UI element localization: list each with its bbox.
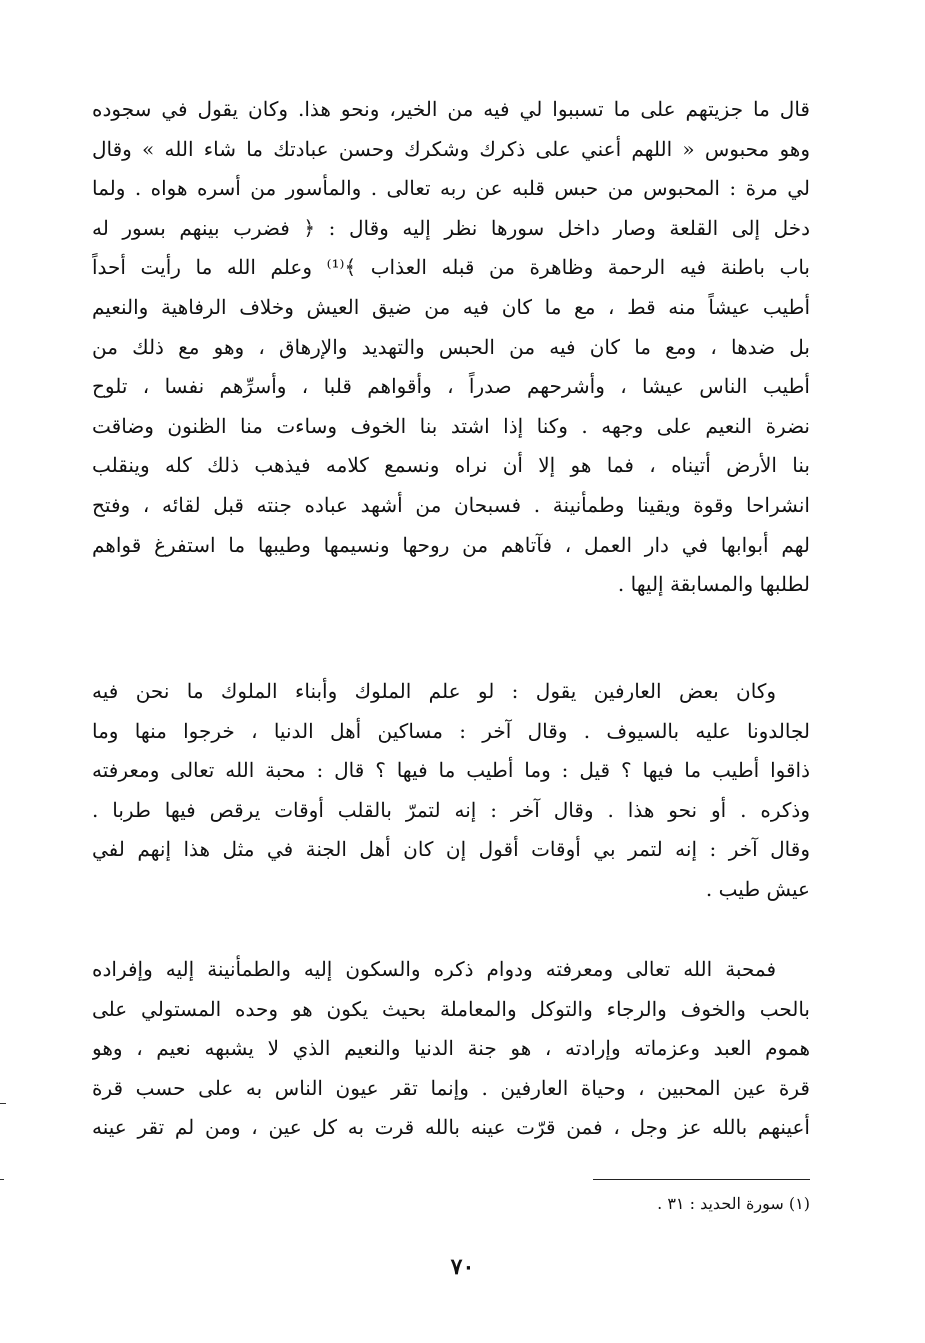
text-line: بنا الأرض أتيناه ، فما هو إلا أن نراه ونسمع كلامه فيذهب ذلك كله وينقلب (92, 453, 810, 478)
text-line: أعينهم بالله عز وجل ، فمن قرّت عينه بالله قرت به كل عين ، ومن لم تقر عينه (92, 1115, 810, 1140)
text-line: دخل إلى القلعة وصار داخل سورها نظر إليه وقال : ﴿ فضرب بينهم بسور له (92, 215, 810, 240)
text-line: قرة عين المحبين ، وحياة العارفين . وإنما تقر عيون الناس به على حسب قرة (92, 1075, 810, 1100)
page-number: ٧٠ (450, 1254, 475, 1280)
text-line: بالحب والخوف والرجاء والتوكل والمعاملة بحيث يكون هو وحده المستولي على (92, 996, 810, 1021)
text-line: لهم أبوابها في دار العمل ، فآتاهم من روحها ونسيمها وطيبها ما استفرغ قواهم (92, 532, 810, 557)
text-line: لي مرة : المحبوس من حبس قلبه عن ربه تعالى . والمأسور من أسره هواه . ولما (92, 176, 810, 201)
paragraph-1 (92, 90, 810, 605)
text-line: وهو محبوس « اللهم أعني على ذكرك وشكرك وحسن عبادتك ما شاء الله » وقال (92, 136, 810, 161)
text-line: لجالدونا عليه بالسيوف . وقال آخر : مساكين أهل الدنيا ، خرجوا منها وما (92, 718, 810, 743)
paragraph-2 (92, 672, 810, 910)
text-line: وذكره . أو نحو هذا . وقال آخر : إنه لتمرّ بالقلب أوقات يرقص فيها طربا . (92, 797, 810, 822)
text-line: بل ضدها ، ومع ما كان فيه من الحبس والتهديد والإرهاق ، وهو مع ذلك من (92, 334, 810, 359)
text-line: نضرة النعيم على وجهه . وكنا إذا اشتد بنا الخوف وساءت منا الظنون وضاقت (92, 413, 810, 438)
text-line: هموم العبد وعزماته وإرادته ، هو جنة الدنيا والنعيم الذي لا يشبهه نعيم ، وهو (92, 1036, 810, 1061)
text-line: انشراحا وقوة ويقينا وطمأنينة . فسبحان من أشهد عباده جنته قبل لقائه ، وفتح (92, 492, 810, 517)
margin-mark (0, 1103, 6, 1104)
text-line: وقال آخر : إنه لتمر بي أوقات أقول إن كان أهل الجنة في مثل هذا إنهم لفي (92, 837, 810, 862)
margin-mark (0, 1179, 4, 1180)
text-line: قال ما جزيتهم على ما تسببوا لي فيه من الخير، ونحو هذا. وكان يقول في سجوده (92, 97, 810, 121)
footnote-divider (593, 1179, 810, 1180)
footnote: (١) سورة الحديد : ٣١ . (657, 1194, 810, 1213)
text-line: فمحبة الله تعالى ومعرفته ودوام ذكره والسكون إليه والطمأنينة إليه وإفراده (92, 957, 776, 981)
text-line: وكان بعض العارفين يقول : لو علم الملوك وأبناء الملوك ما نحن فيه (92, 679, 776, 703)
text-line: ذاقوا أطيب ما فيها ؟ قيل : وما أطيب ما فيها ؟ قال : محبة الله تعالى ومعرفته (92, 758, 810, 783)
text-line: لطلبها والمسابقة إليها . (617, 572, 810, 597)
text-line: عيش طيب . (705, 876, 810, 901)
text-line: باب باطنة فيه الرحمة وظاهرة من قبله العذاب ﴾⁽¹⁾ وعلم الله ما رأيت أحداً (92, 255, 810, 280)
text-line: أطيب عيشاً منه قط ، مع ما كان فيه من ضيق العيش وخلاف الرفاهية والنعيم (92, 294, 810, 319)
text-line: أطيب الناس عيشا ، وأشرحهم صدراً ، وأقواهم قلبا ، وأسرِّهم نفسا ، تلوح (92, 374, 810, 399)
paragraph-3 (92, 950, 810, 1148)
